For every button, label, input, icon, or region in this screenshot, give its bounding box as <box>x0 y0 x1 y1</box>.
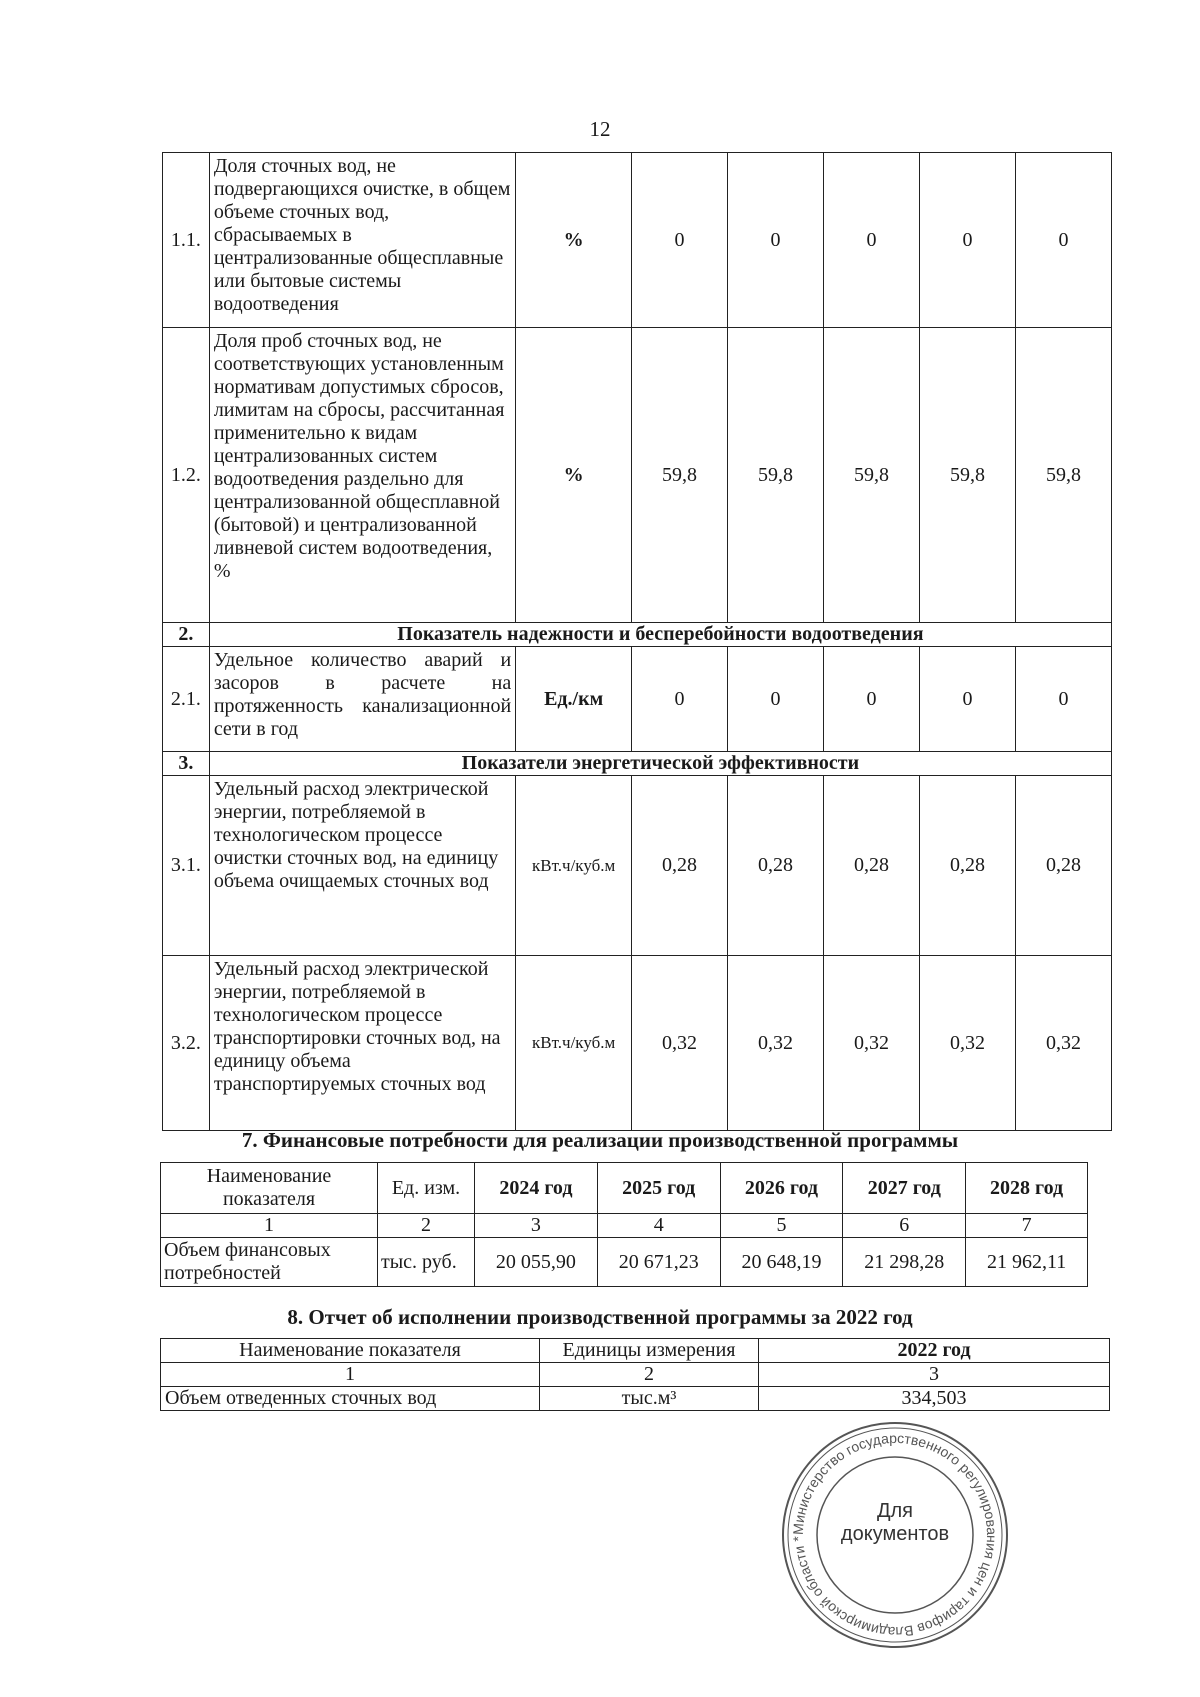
indicator-name: Удельный расход электрической энергии, потребляемой в технологическом процессе очистки сточных вод, на единицу объема очищаемых сточных вод <box>209 776 515 956</box>
index-cell: 6 <box>843 1214 966 1238</box>
indicator-value: 0 <box>632 647 728 752</box>
index-cell: 2 <box>378 1214 475 1238</box>
index-cell: 1 <box>161 1214 378 1238</box>
stamp-line: документов <box>840 1523 950 1545</box>
indicator-unit: Ед./км <box>516 647 632 752</box>
table-row <box>163 153 1112 328</box>
indicator-value: 0 <box>919 647 1015 752</box>
section-title: Показатели энергетической эффективности <box>209 752 1111 776</box>
indicator-value: 0 <box>824 153 920 328</box>
column-header: Единицы измерения <box>540 1339 759 1363</box>
index-cell: 3 <box>475 1214 598 1238</box>
indicator-name: Удельное количество аварий и засоров в расчете на протяженность канализационной сети в год <box>209 647 515 752</box>
indicator-value: 0,28 <box>632 776 728 956</box>
indicators-table <box>162 152 1112 1131</box>
indicator-value: 0 <box>1015 647 1111 752</box>
indicator-unit: кВт.ч/куб.м <box>516 956 632 1131</box>
table-header-row <box>161 1339 1110 1363</box>
column-header: 2026 год <box>720 1163 843 1214</box>
indicator-unit: % <box>516 153 632 328</box>
indicator-value: 0,32 <box>1015 956 1111 1131</box>
column-header: 2028 год <box>966 1163 1088 1214</box>
column-header: Наименование показателя <box>161 1339 540 1363</box>
indicator-value: 0,28 <box>728 776 824 956</box>
column-header: Ед. изм. <box>378 1163 475 1214</box>
section-row <box>163 623 1112 647</box>
column-header: 2025 год <box>597 1163 720 1214</box>
indicator-value: 0 <box>919 153 1015 328</box>
indicator-unit: кВт.ч/куб.м <box>516 776 632 956</box>
row-number: 1.1. <box>163 153 210 328</box>
table-row <box>163 956 1112 1131</box>
index-cell: 4 <box>597 1214 720 1238</box>
indicator-value: 0 <box>728 647 824 752</box>
indicator-value: 0 <box>824 647 920 752</box>
value-cell: 21 962,11 <box>966 1238 1088 1287</box>
table-header-row <box>161 1163 1088 1214</box>
indicator-value: 59,8 <box>919 328 1015 623</box>
column-header: 2022 год <box>759 1339 1110 1363</box>
section-number: 3. <box>163 752 210 776</box>
indicator-value: 0,32 <box>728 956 824 1131</box>
column-header: 2027 год <box>843 1163 966 1214</box>
indicator-name: Удельный расход электрической энергии, потребляемой в технологическом процессе транспортировки сточных вод, на единицу объема транспортируемых сточных вод <box>209 956 515 1131</box>
row-label: Объем финансовых потребностей <box>161 1238 378 1287</box>
section8-title: 8. Отчет об исполнении производственной программы за 2022 год <box>287 1305 913 1329</box>
report-table <box>160 1338 1110 1411</box>
table-row <box>163 776 1112 956</box>
value-cell: 20 648,19 <box>720 1238 843 1287</box>
page-number: 12 <box>589 117 611 141</box>
index-cell: 5 <box>720 1214 843 1238</box>
indicator-name: Доля проб сточных вод, не соответствующих установленным нормативам допустимых сбросов, лимитам на сбросы, рассчитанная применительно к видам централизованных систем водоотведения раздельно для централизованной общесплавной (бытовой) и централизованной ливневой систем водоотведения, % <box>209 328 515 623</box>
index-cell: 7 <box>966 1214 1088 1238</box>
value-cell: 21 298,28 <box>843 1238 966 1287</box>
index-row <box>161 1363 1110 1387</box>
indicator-value: 0,28 <box>824 776 920 956</box>
indicator-value: 0,32 <box>824 956 920 1131</box>
table-row <box>163 647 1112 752</box>
row-number: 3.1. <box>163 776 210 956</box>
indicator-value: 0 <box>632 153 728 328</box>
value-cell: 20 671,23 <box>597 1238 720 1287</box>
table-row <box>161 1238 1088 1287</box>
indicator-name: Доля сточных вод, не подвергающихся очистке, в общем объеме сточных вод, сбрасываемых в централизованные общесплавные или бытовые системы водоотведения <box>209 153 515 328</box>
row-number: 2.1. <box>163 647 210 752</box>
indicator-value: 0,28 <box>1015 776 1111 956</box>
index-cell: 2 <box>540 1363 759 1387</box>
stamp-center-text <box>780 1500 1010 1546</box>
row-unit: тыс.м³ <box>540 1387 759 1411</box>
table-row <box>161 1387 1110 1411</box>
indicator-value: 0,28 <box>919 776 1015 956</box>
value-cell: 20 055,90 <box>475 1238 598 1287</box>
row-unit: тыс. руб. <box>378 1238 475 1287</box>
stamp-ring-text: Министерство государственного регулирования цен и тарифов Владимирской области * <box>789 1429 1001 1641</box>
indicator-unit: % <box>516 328 632 623</box>
indicator-value: 59,8 <box>824 328 920 623</box>
indicator-value: 59,8 <box>632 328 728 623</box>
section-title: Показатель надежности и бесперебойности водоотведения <box>209 623 1111 647</box>
index-cell: 1 <box>161 1363 540 1387</box>
indicator-value: 59,8 <box>728 328 824 623</box>
indicator-value: 0,32 <box>632 956 728 1131</box>
index-cell: 3 <box>759 1363 1110 1387</box>
indicator-value: 0,32 <box>919 956 1015 1131</box>
column-header: 2024 год <box>475 1163 598 1214</box>
row-number: 3.2. <box>163 956 210 1131</box>
stamp-line: Для <box>876 1500 914 1522</box>
financial-table <box>160 1162 1088 1287</box>
column-header: Наименование показателя <box>161 1163 378 1214</box>
index-row <box>161 1214 1088 1238</box>
indicator-value: 0 <box>728 153 824 328</box>
row-label: Объем отведенных сточных вод <box>161 1387 540 1411</box>
value-cell: 334,503 <box>759 1387 1110 1411</box>
table-row <box>163 328 1112 623</box>
section7-title: 7. Финансовые потребности для реализации производственной программы <box>241 1128 959 1152</box>
indicator-value: 0 <box>1015 153 1111 328</box>
section-number: 2. <box>163 623 210 647</box>
section-row <box>163 752 1112 776</box>
row-number: 1.2. <box>163 328 210 623</box>
indicator-value: 59,8 <box>1015 328 1111 623</box>
